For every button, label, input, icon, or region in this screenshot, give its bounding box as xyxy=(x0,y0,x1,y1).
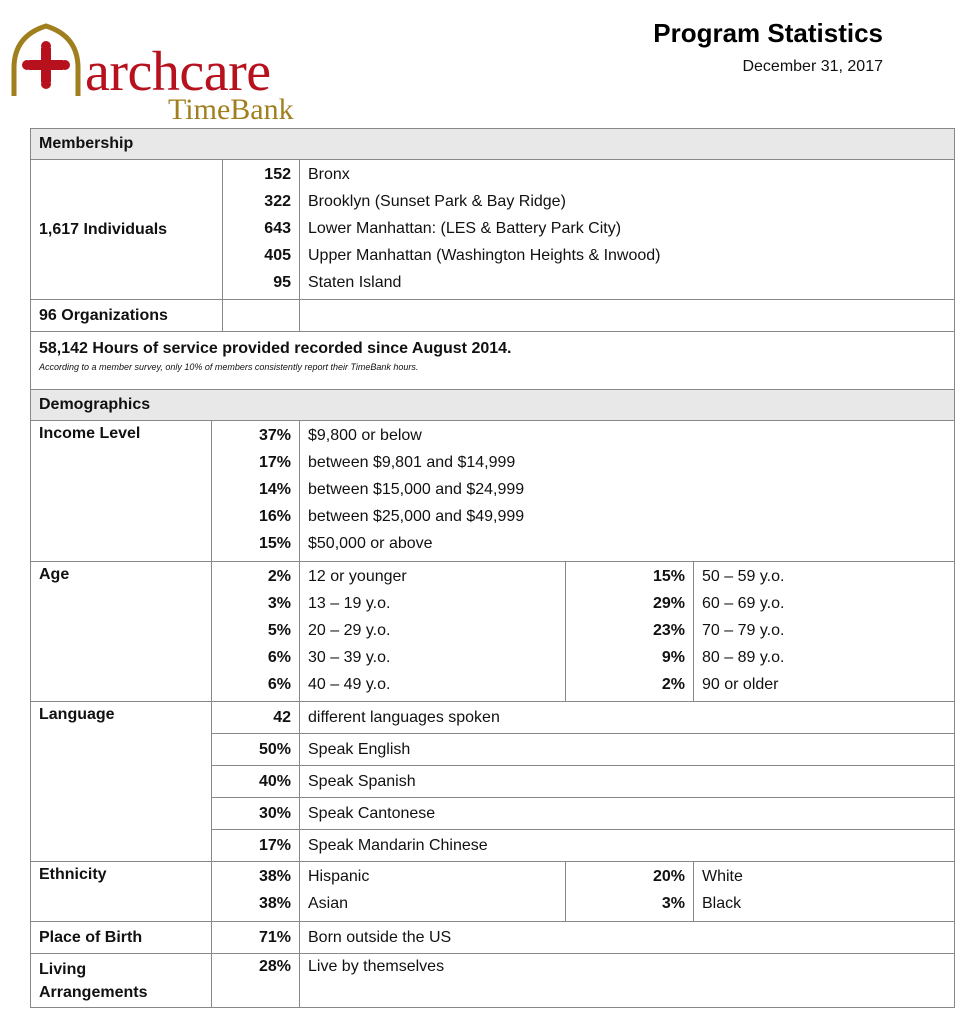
income-bracket: between $25,000 and $49,999 xyxy=(308,508,525,525)
age-pct: 9% xyxy=(661,649,685,666)
individuals-row xyxy=(31,160,955,300)
ethnicity-group: Asian xyxy=(308,895,349,912)
income-pct: 14% xyxy=(258,481,291,498)
language-text: Speak English xyxy=(300,734,955,766)
borough-count: 322 xyxy=(264,193,291,210)
borough-count: 152 xyxy=(264,166,291,183)
age-left-ranges xyxy=(300,562,566,702)
birth-row xyxy=(31,922,955,954)
income-percentages xyxy=(212,421,300,562)
brand-name: archcare xyxy=(85,41,271,103)
borough-name: Lower Manhattan: (LES & Battery Park City) xyxy=(308,220,622,237)
archcare-logo xyxy=(8,22,318,127)
age-range: 70 – 79 y.o. xyxy=(702,622,785,639)
age-range: 13 – 19 y.o. xyxy=(308,595,391,612)
living-label-line1: Living xyxy=(39,961,87,978)
income-bracket: $50,000 or above xyxy=(308,535,433,552)
hours-cell xyxy=(31,332,955,390)
organizations-label: 96 Organizations xyxy=(31,300,223,332)
borough-name: Upper Manhattan (Washington Heights & Inwood) xyxy=(308,247,661,264)
language-text: different languages spoken xyxy=(300,702,955,734)
borough-count: 95 xyxy=(273,274,291,291)
living-label xyxy=(31,954,212,1008)
borough-name: Staten Island xyxy=(308,274,402,291)
income-pct: 16% xyxy=(258,508,291,525)
income-brackets xyxy=(300,421,955,562)
living-pct: 28% xyxy=(212,954,300,1008)
hours-text: 58,142 Hours of service provided recorded since August 2014. xyxy=(39,340,512,357)
borough-counts xyxy=(223,160,300,300)
ethnicity-right-groups xyxy=(694,862,955,922)
ethnicity-pct: 20% xyxy=(652,868,685,885)
age-pct: 6% xyxy=(267,676,291,693)
age-range: 30 – 39 y.o. xyxy=(308,649,391,666)
language-value: 50% xyxy=(212,734,300,766)
income-bracket: $9,800 or below xyxy=(308,427,422,444)
hours-note: According to a member survey, only 10% of members consistently report their TimeBank hours. xyxy=(39,362,419,372)
income-pct: 15% xyxy=(258,535,291,552)
age-left-percentages xyxy=(212,562,300,702)
age-range: 90 or older xyxy=(702,676,779,693)
age-label: Age xyxy=(31,562,212,702)
ethnicity-row xyxy=(31,862,955,922)
birth-pct: 71% xyxy=(212,922,300,954)
ethnicity-group: Hispanic xyxy=(308,868,370,885)
logo-arch-cross-icon xyxy=(8,22,88,102)
borough-name: Bronx xyxy=(308,166,350,183)
individuals-label: 1,617 Individuals xyxy=(31,160,223,300)
living-label-line2: Arrangements xyxy=(39,984,148,1001)
living-text: Live by themselves xyxy=(300,954,955,1008)
age-pct: 6% xyxy=(267,649,291,666)
borough-count: 405 xyxy=(264,247,291,264)
organizations-detail-cell xyxy=(300,300,955,332)
age-range: 20 – 29 y.o. xyxy=(308,622,391,639)
income-label: Income Level xyxy=(31,421,212,562)
language-value: 42 xyxy=(212,702,300,734)
ethnicity-pct: 38% xyxy=(258,868,291,885)
organizations-row xyxy=(31,300,955,332)
language-value: 30% xyxy=(212,798,300,830)
age-range: 50 – 59 y.o. xyxy=(702,568,785,585)
age-pct: 23% xyxy=(652,622,685,639)
age-pct: 2% xyxy=(267,568,291,585)
birth-label: Place of Birth xyxy=(31,922,212,954)
income-bracket: between $15,000 and $24,999 xyxy=(308,481,525,498)
ethnicity-pct: 3% xyxy=(661,895,685,912)
demographics-heading: Demographics xyxy=(31,390,955,421)
age-right-ranges xyxy=(694,562,955,702)
ethnicity-left-percentages xyxy=(212,862,300,922)
membership-header-row xyxy=(31,129,955,160)
age-pct: 3% xyxy=(267,595,291,612)
age-pct: 29% xyxy=(652,595,685,612)
ethnicity-group: White xyxy=(702,868,743,885)
ethnicity-right-percentages xyxy=(566,862,694,922)
age-range: 12 or younger xyxy=(308,568,407,585)
age-row xyxy=(31,562,955,702)
age-pct: 2% xyxy=(661,676,685,693)
language-value: 17% xyxy=(212,830,300,862)
age-pct: 5% xyxy=(267,622,291,639)
language-value: 40% xyxy=(212,766,300,798)
demographics-header-row xyxy=(31,390,955,421)
organizations-count-cell xyxy=(223,300,300,332)
report-date: December 31, 2017 xyxy=(742,58,883,75)
age-range: 60 – 69 y.o. xyxy=(702,595,785,612)
language-text: Speak Cantonese xyxy=(300,798,955,830)
income-bracket: between $9,801 and $14,999 xyxy=(308,454,516,471)
ethnicity-label: Ethnicity xyxy=(31,862,212,922)
brand-subtitle: TimeBank xyxy=(168,93,294,126)
age-pct: 15% xyxy=(652,568,685,585)
income-pct: 37% xyxy=(258,427,291,444)
membership-heading: Membership xyxy=(31,129,955,160)
living-row xyxy=(31,954,955,1008)
language-row xyxy=(31,702,955,734)
borough-count: 643 xyxy=(264,220,291,237)
hours-row xyxy=(31,332,955,390)
income-pct: 17% xyxy=(258,454,291,471)
ethnicity-left-groups xyxy=(300,862,566,922)
age-range: 80 – 89 y.o. xyxy=(702,649,785,666)
age-range: 40 – 49 y.o. xyxy=(308,676,391,693)
borough-names xyxy=(300,160,955,300)
language-text: Speak Spanish xyxy=(300,766,955,798)
page-title: Program Statistics xyxy=(653,18,883,48)
ethnicity-group: Black xyxy=(702,895,742,912)
income-row xyxy=(31,421,955,562)
borough-name: Brooklyn (Sunset Park & Bay Ridge) xyxy=(308,193,566,210)
ethnicity-pct: 38% xyxy=(258,895,291,912)
age-right-percentages xyxy=(566,562,694,702)
birth-text: Born outside the US xyxy=(300,922,955,954)
language-label: Language xyxy=(31,702,212,862)
language-text: Speak Mandarin Chinese xyxy=(300,830,955,862)
statistics-table xyxy=(30,128,955,1008)
